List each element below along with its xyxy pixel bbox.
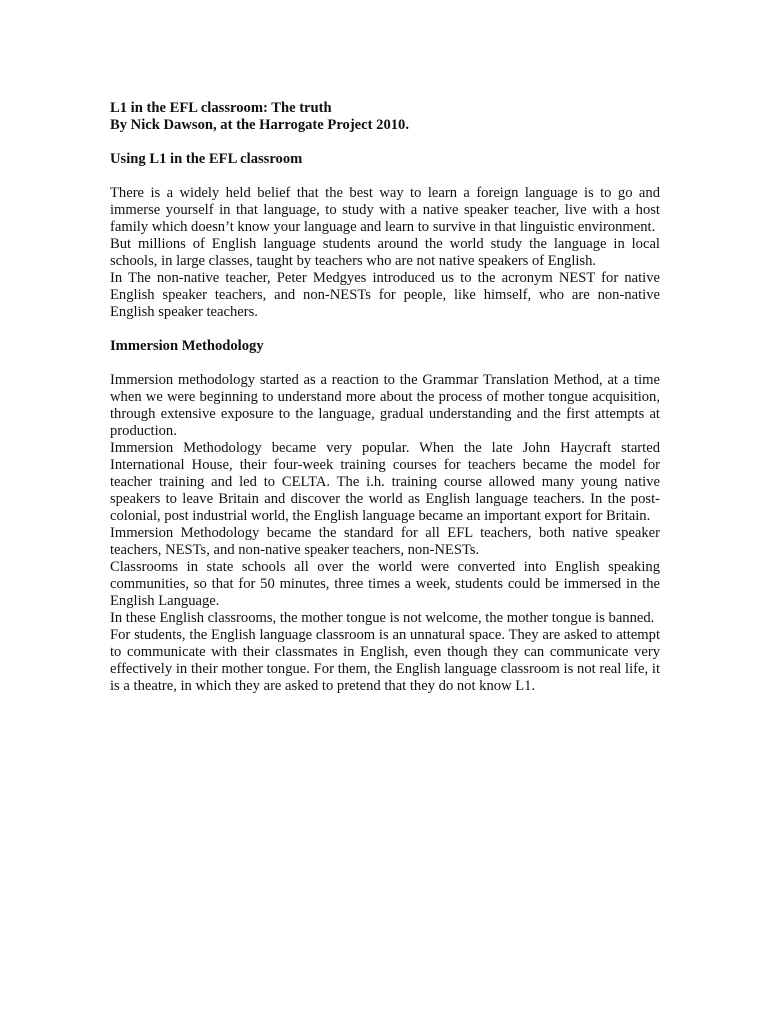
section-using-l1: [110, 185, 660, 321]
paragraph: Classrooms in state schools all over the world were converted into English speaking communities, so that for 50 minutes, three times a week, students could be immersed in the English Language.: [110, 559, 660, 609]
paragraph: Immersion Methodology became very popular. When the late John Haycraft started International House, their four-week training courses for teachers became the model for teacher training and led to CELTA. The i.h. training course allowed many young native speakers to leave Britain and discover the world as English language teachers. In the post-colonial, post industrial world, the English language became an important export for Britain.: [110, 440, 660, 524]
document-page: [110, 100, 660, 695]
paragraph: For students, the English language classroom is an unnatural space. They are asked to attempt to communicate with their classmates in English, even though they can communicate very effectively in their mother tongue. For them, the English language classroom is not real life, it is a theatre, in which they are asked to pretend that they do not know L1.: [110, 627, 660, 694]
section-immersion: [110, 372, 660, 695]
paragraph: There is a widely held belief that the best way to learn a foreign language is to go and immerse yourself in that language, to study with a native speaker teacher, live with a host family which doesn’t know your language and learn to survive in that linguistic environment.: [110, 185, 660, 235]
document-byline: By Nick Dawson, at the Harrogate Project 2010.: [110, 117, 409, 133]
paragraph: In these English classrooms, the mother tongue is not welcome, the mother tongue is banned.: [110, 610, 655, 626]
paragraph: In The non-native teacher, Peter Medgyes introduced us to the acronym NEST for native English speaker teachers, and non-NESTs for people, like himself, who are non-native English speaker teachers.: [110, 270, 660, 320]
paragraph: But millions of English language students around the world study the language in local schools, in large classes, taught by teachers who are not native speakers of English.: [110, 236, 660, 269]
section-heading-using-l1: Using L1 in the EFL classroom: [110, 151, 303, 167]
paragraph: Immersion methodology started as a reaction to the Grammar Translation Method, at a time when we were beginning to understand more about the process of mother tongue acquisition, through extensive exposure to the language, gradual understanding and the first attempts at production.: [110, 372, 660, 439]
document-title: L1 in the EFL classroom: The truth: [110, 100, 332, 116]
section-heading-immersion: Immersion Methodology: [110, 338, 264, 354]
paragraph: Immersion Methodology became the standard for all EFL teachers, both native speaker teachers, NESTs, and non-native speaker teachers, non-NESTs.: [110, 525, 660, 558]
